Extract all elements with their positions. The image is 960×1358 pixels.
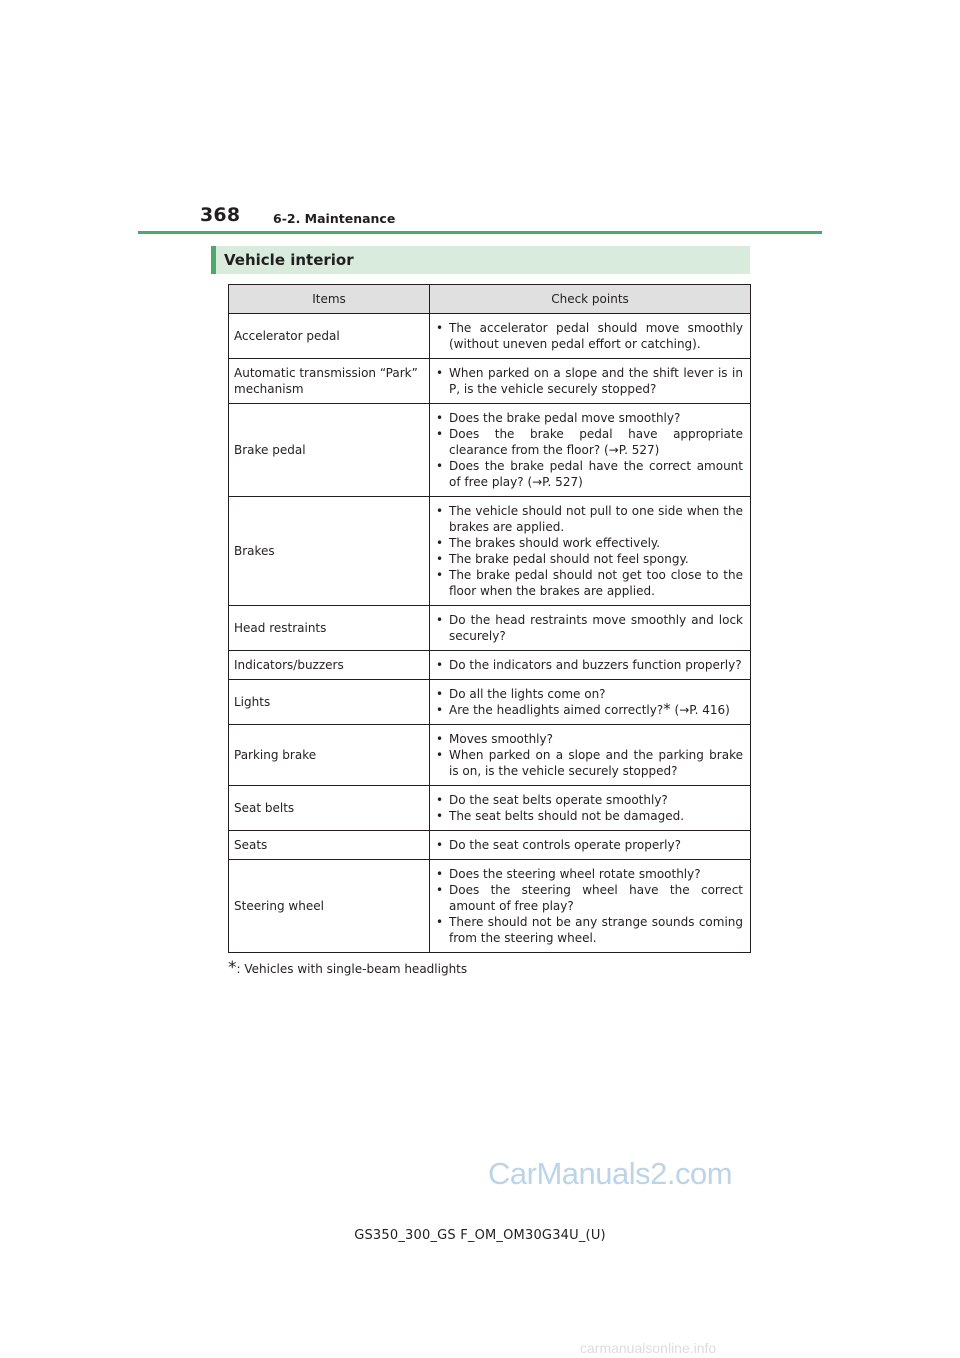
check-points-cell xyxy=(430,404,751,497)
check-points-list xyxy=(435,503,743,599)
check-points-cell xyxy=(430,359,751,404)
check-points-list xyxy=(435,866,743,946)
watermark-text: CarManuals2.com xyxy=(488,1156,733,1191)
check-point: • The vehicle should not pull to one side when the brakes are applied. xyxy=(435,503,743,535)
column-header-items: Items xyxy=(229,285,430,314)
table-row xyxy=(229,497,751,606)
check-points-cell xyxy=(430,314,751,359)
check-points-cell xyxy=(430,651,751,680)
item-cell: Head restraints xyxy=(229,606,430,651)
check-point: • Do the seat belts operate smoothly? xyxy=(435,792,743,808)
table-row xyxy=(229,725,751,786)
check-points-cell xyxy=(430,606,751,651)
item-cell: Parking brake xyxy=(229,725,430,786)
page-reference: (→P. 416) xyxy=(670,703,730,717)
check-points-list xyxy=(435,365,743,397)
check-points-list xyxy=(435,837,743,853)
check-points-cell xyxy=(430,680,751,725)
check-point: • The brakes should work effectively. xyxy=(435,535,743,551)
check-points-list xyxy=(435,686,743,718)
check-points-list xyxy=(435,657,743,673)
check-point: • The brake pedal should not feel spongy. xyxy=(435,551,743,567)
section-accent xyxy=(211,246,216,274)
check-point: • Does the brake pedal move smoothly? xyxy=(435,410,743,426)
footnote-marker: * xyxy=(663,700,671,718)
check-points-cell xyxy=(430,786,751,831)
table-row xyxy=(229,786,751,831)
item-cell: Steering wheel xyxy=(229,860,430,953)
table-row xyxy=(229,651,751,680)
item-cell: Indicators/buzzers xyxy=(229,651,430,680)
page-number: 368 xyxy=(200,204,241,226)
check-points-list xyxy=(435,731,743,779)
column-header-check-points: Check points xyxy=(430,285,751,314)
check-point: • Do the indicators and buzzers function properly? xyxy=(435,657,743,673)
check-point: • The accelerator pedal should move smoothly (without uneven pedal effort or catching). xyxy=(435,320,743,352)
table-row xyxy=(229,359,751,404)
site-mark: carmanualsonline.info xyxy=(580,1340,717,1356)
item-cell: Lights xyxy=(229,680,430,725)
table-header-row xyxy=(229,285,751,314)
header-rule xyxy=(138,231,822,234)
table-row xyxy=(229,860,751,953)
item-cell: Seats xyxy=(229,831,430,860)
section-heading-bar xyxy=(211,246,750,274)
check-point xyxy=(435,702,743,718)
check-point: • When parked on a slope and the shift lever is in P, is the vehicle securely stopped? xyxy=(435,365,743,397)
footnote-star: * xyxy=(228,958,237,978)
check-points-list xyxy=(435,320,743,352)
check-point: • Does the brake pedal have the correct amount of free play? (→P. 527) xyxy=(435,458,743,490)
check-points-cell xyxy=(430,831,751,860)
check-point: • Do the seat controls operate properly? xyxy=(435,837,743,853)
check-table-body xyxy=(229,314,751,953)
check-point: • Do all the lights come on? xyxy=(435,686,743,702)
check-point: • Does the steering wheel have the correct amount of free play? xyxy=(435,882,743,914)
item-cell: Automatic transmission “Park” mechanism xyxy=(229,359,430,404)
check-point: • Does the brake pedal have appropriate clearance from the floor? (→P. 527) xyxy=(435,426,743,458)
item-cell: Seat belts xyxy=(229,786,430,831)
check-points-list xyxy=(435,792,743,824)
footnote-text: : Vehicles with single-beam headlights xyxy=(236,962,468,976)
item-cell: Brake pedal xyxy=(229,404,430,497)
chapter-title: 6-2. Maintenance xyxy=(273,211,396,226)
check-points-list xyxy=(435,410,743,490)
watermark-logo xyxy=(488,1156,752,1190)
table-row xyxy=(229,680,751,725)
check-point: • The seat belts should not be damaged. xyxy=(435,808,743,824)
table-row xyxy=(229,314,751,359)
check-point: • When parked on a slope and the parking brake is on, is the vehicle securely stopped? xyxy=(435,747,743,779)
section-title: Vehicle interior xyxy=(224,251,354,269)
check-points-cell xyxy=(430,860,751,953)
check-point: • Do the head restraints move smoothly and lock securely? xyxy=(435,612,743,644)
check-point: • Moves smoothly? xyxy=(435,731,743,747)
table-row xyxy=(229,831,751,860)
item-cell: Brakes xyxy=(229,497,430,606)
check-points-cell xyxy=(430,497,751,606)
table-row xyxy=(229,404,751,497)
check-point: • Does the steering wheel rotate smoothly? xyxy=(435,866,743,882)
table-row xyxy=(229,606,751,651)
footnote xyxy=(228,958,468,978)
item-cell: Accelerator pedal xyxy=(229,314,430,359)
check-point-text: Are the headlights aimed correctly? xyxy=(449,703,664,717)
check-points-list xyxy=(435,612,743,644)
document-id: GS350_300_GS F_OM_OM30G34U_(U) xyxy=(354,1228,606,1243)
check-table xyxy=(228,284,751,953)
check-points-cell xyxy=(430,725,751,786)
check-point: • There should not be any strange sounds coming from the steering wheel. xyxy=(435,914,743,946)
check-point: • The brake pedal should not get too close to the floor when the brakes are applied. xyxy=(435,567,743,599)
